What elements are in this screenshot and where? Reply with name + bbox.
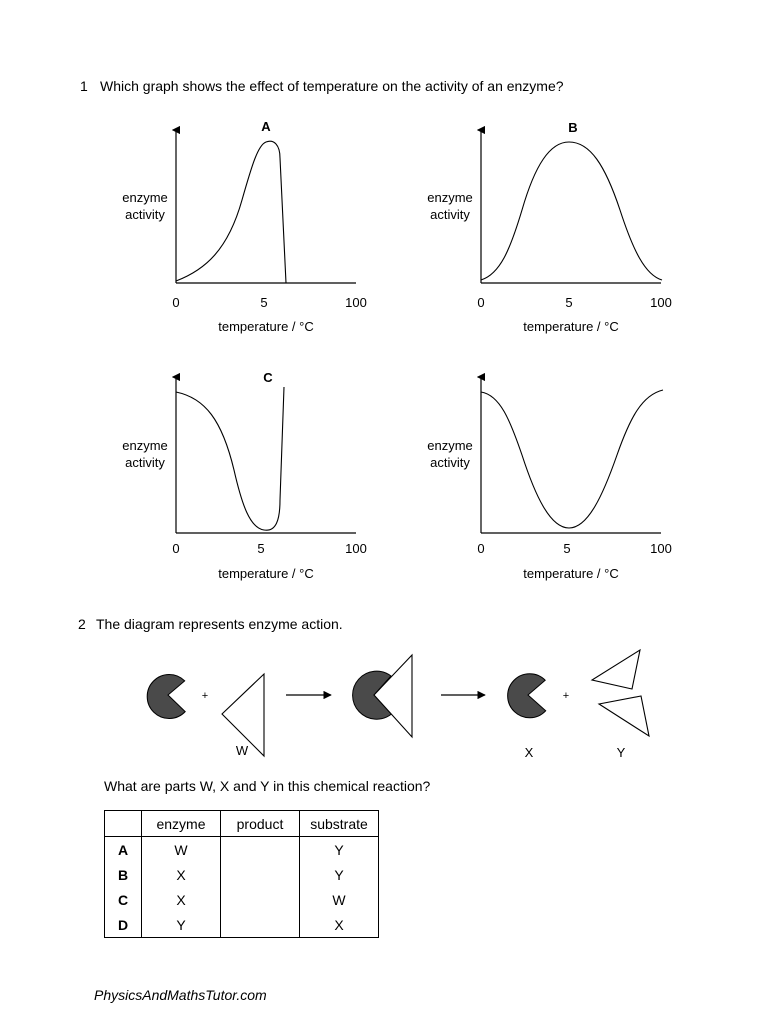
graph-d-ylabel-1: enzyme xyxy=(427,438,473,453)
graph-c-ylabel-1: enzyme xyxy=(122,438,168,453)
cell-product xyxy=(221,837,300,863)
graph-c-ylabel-2: activity xyxy=(125,455,165,470)
complex-triangle xyxy=(374,655,412,737)
graph-b-xlabel: temperature / °C xyxy=(523,319,619,334)
plus-sign-1: + xyxy=(201,690,209,702)
graph-d xyxy=(427,377,672,581)
graph-a-tick-0: 0 xyxy=(172,295,180,310)
table-row[interactable] xyxy=(105,912,379,938)
graph-d-tick-5: 5 xyxy=(563,541,571,556)
product-triangle-1 xyxy=(592,650,640,689)
cell-product xyxy=(221,912,300,938)
graph-b-tick-100: 100 xyxy=(650,295,672,310)
enzyme-diagram xyxy=(0,640,768,770)
question-1-number: 1 xyxy=(80,78,88,94)
graph-a-ylabel-1: enzyme xyxy=(122,190,168,205)
table-header-row xyxy=(105,811,379,837)
cell-substrate: Y xyxy=(300,837,379,863)
graph-d-tick-100: 100 xyxy=(650,541,672,556)
graph-c-tick-5: 5 xyxy=(257,541,265,556)
graph-a-curve xyxy=(176,141,286,283)
graph-c-tick-0: 0 xyxy=(172,541,180,556)
row-label: D xyxy=(105,912,142,938)
graph-a-letter: A xyxy=(261,119,271,134)
enzyme-shape-3 xyxy=(508,674,546,718)
answers-table xyxy=(104,810,379,938)
plus-sign-2: + xyxy=(562,690,570,702)
graph-a xyxy=(122,119,367,334)
question-2-text: The diagram represents enzyme action. xyxy=(96,616,343,632)
cell-substrate: W xyxy=(300,887,379,912)
question-2-subtext: What are parts W, X and Y in this chemical reaction? xyxy=(104,778,431,794)
table-header-product: product xyxy=(221,811,300,837)
table-row[interactable] xyxy=(105,862,379,887)
cell-enzyme: Y xyxy=(142,912,221,938)
table-header-enzyme: enzyme xyxy=(142,811,221,837)
table-header-substrate: substrate xyxy=(300,811,379,837)
graph-a-tick-5: 5 xyxy=(260,295,268,310)
graph-c xyxy=(122,370,367,581)
graph-c-letter: C xyxy=(263,370,273,385)
label-w: W xyxy=(235,743,249,758)
graph-b xyxy=(427,120,672,334)
question-1-text: Which graph shows the effect of temperature on the activity of an enzyme? xyxy=(100,78,564,94)
graph-b-tick-0: 0 xyxy=(477,295,485,310)
graph-b-ylabel-2: activity xyxy=(430,207,470,222)
table-row[interactable] xyxy=(105,887,379,912)
cell-product xyxy=(221,862,300,887)
graph-c-curve xyxy=(176,387,284,530)
row-label: B xyxy=(105,862,142,887)
enzyme-shape-1 xyxy=(147,675,185,719)
cell-enzyme: X xyxy=(142,862,221,887)
graph-c-xlabel: temperature / °C xyxy=(218,566,314,581)
footer-source: PhysicsAndMathsTutor.com xyxy=(94,987,267,1003)
graph-b-ylabel-1: enzyme xyxy=(427,190,473,205)
label-x: X xyxy=(524,745,534,760)
table-header-empty xyxy=(105,811,142,837)
graph-b-tick-5: 5 xyxy=(565,295,573,310)
row-label: C xyxy=(105,887,142,912)
table-row[interactable] xyxy=(105,837,379,863)
graph-d-xlabel: temperature / °C xyxy=(523,566,619,581)
graph-d-ylabel-2: activity xyxy=(430,455,470,470)
product-triangle-2 xyxy=(599,696,649,736)
row-label: A xyxy=(105,837,142,863)
graph-a-tick-100: 100 xyxy=(345,295,367,310)
graph-d-tick-0: 0 xyxy=(477,541,485,556)
graph-b-letter: B xyxy=(568,120,578,135)
cell-enzyme: W xyxy=(142,837,221,863)
cell-substrate: Y xyxy=(300,862,379,887)
graph-a-ylabel-2: activity xyxy=(125,207,165,222)
cell-substrate: X xyxy=(300,912,379,938)
question-2-number: 2 xyxy=(78,616,86,632)
graph-b-curve xyxy=(481,142,662,280)
graph-d-curve xyxy=(481,390,663,528)
cell-enzyme: X xyxy=(142,887,221,912)
graph-c-tick-100: 100 xyxy=(345,541,367,556)
graph-a-xlabel: temperature / °C xyxy=(218,319,314,334)
label-y: Y xyxy=(616,745,626,760)
cell-product xyxy=(221,887,300,912)
